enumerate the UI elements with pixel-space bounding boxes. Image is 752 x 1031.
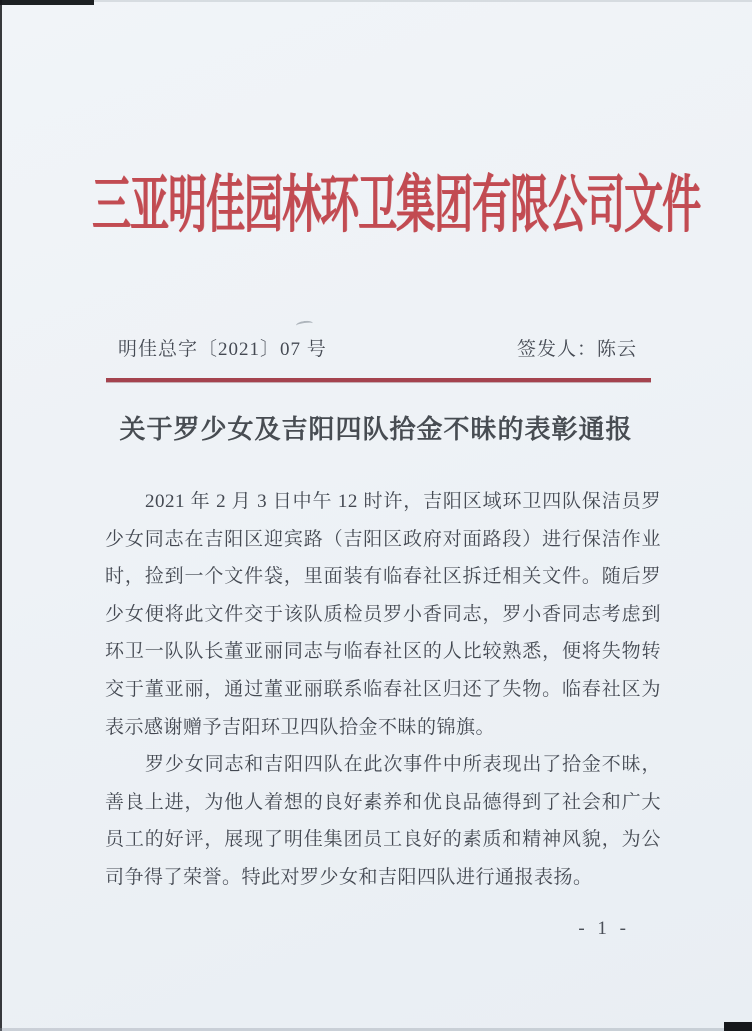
- body-line: 环卫一队队长董亚丽同志与临春社区的人比较熟悉，便将失物转: [105, 641, 661, 663]
- document-body: [105, 483, 661, 897]
- scan-artifact-top-left: [0, 0, 94, 5]
- scan-artifact-bottom-right: [724, 1022, 752, 1031]
- pencil-mark: [296, 320, 314, 329]
- page-number: - 1 -: [578, 918, 630, 939]
- body-line: 少女便将此文件交于该队质检员罗小香同志，罗小香同志考虑到: [105, 603, 661, 625]
- body-line: 员工的好评，展现了明佳集团员工良好的素质和精神风貌，为公: [105, 829, 661, 851]
- doc-number: 明佳总字〔2021〕07 号: [118, 339, 327, 360]
- body-line: 少女同志在吉阳区迎宾路（吉阳区政府对面路段）进行保洁作业: [105, 528, 661, 550]
- body-line: 2021 年 2 月 3 日中午 12 时许，吉阳区域环卫四队保洁员罗: [145, 491, 661, 512]
- letterhead-org-title: 三亚明佳园林环卫集团有限公司文件: [92, 171, 701, 241]
- scan-left-edge: [0, 0, 2, 1031]
- body-line: 司争得了荣誉。特此对罗少女和吉阳四队进行通报表扬。: [105, 866, 593, 888]
- scan-top-edge: [0, 0, 752, 2]
- body-line: 善良上进，为他人着想的良好素养和优良品德得到了社会和广大: [105, 791, 661, 813]
- issuer-name: 签发人：陈云: [516, 339, 637, 360]
- body-line: 交于董亚丽，通过董亚丽联系临春社区归还了失物。临春社区为: [105, 678, 661, 700]
- body-line: 时，捡到一个文件袋，里面装有临春社区拆迁相关文件。随后罗: [105, 566, 661, 588]
- red-divider-line: [106, 378, 651, 382]
- doc-meta-row: [118, 337, 637, 363]
- body-line: 罗少女同志和吉阳四队在此次事件中所表现出了拾金不昧，: [145, 754, 661, 776]
- body-line: 表示感谢赠予吉阳环卫四队拾金不昧的锦旗。: [105, 716, 496, 738]
- document-title: 关于罗少女及吉阳四队拾金不昧的表彰通报: [119, 414, 633, 444]
